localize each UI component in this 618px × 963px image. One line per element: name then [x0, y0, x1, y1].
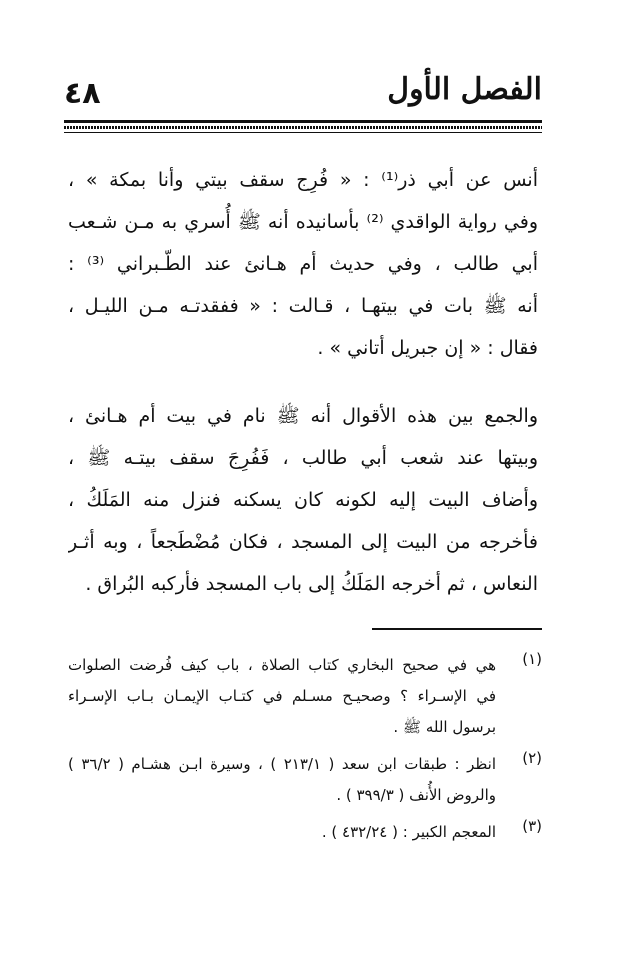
header-rule-bottom — [64, 132, 542, 133]
footnote-separator — [372, 628, 542, 630]
page-header — [64, 70, 542, 122]
text-line: وفي رواية الواقدي ⁽²⁾ بأسانيده أنه ﷺ أُسري به مـن شـعب — [68, 211, 538, 233]
footnote-line: المعجم الكبير : ( ٤٣٢/٢٤ ) . — [321, 823, 496, 841]
footnote-line: هي في صحيح البخاري كتاب الصلاة ، باب كيف فُرضت الصلوات — [68, 656, 496, 674]
footnote-number: (١) — [522, 650, 542, 668]
text-line: فأخرجه من البيت إلى المسجد ، فكان مُضْطَجعاً ، وبه أثـر — [68, 531, 538, 553]
paragraph-2 — [68, 396, 538, 616]
footnote-number: (٢) — [522, 749, 542, 767]
text-line: أنس عن أبي ذر⁽¹⁾ : « فُرِج سقف بيتي وأنا بمكة » ، — [68, 169, 538, 191]
footnote-line: انظر : طبقات ابن سعد ( ٢١٣/١ ) ، وسيرة ابـن هشـام ( ٣٦/٢ ) — [68, 755, 496, 773]
text-line: والجمع بين هذه الأقوال أنه ﷺ نام في بيت أم هـانئ ، — [68, 405, 538, 427]
footnotes — [68, 650, 542, 854]
page-number: ٤٨ — [64, 76, 101, 111]
paragraph-1 — [68, 160, 538, 370]
footnote-1 — [68, 650, 542, 743]
footnote-2 — [68, 749, 542, 811]
header-rule-top — [64, 120, 542, 123]
footnote-line: في الإسـراء ؟ وصحيـح مسـلم في كتـاب الإيمـان بـاب الإسـراء — [68, 687, 496, 705]
text-line: أنه ﷺ بات في بيتهـا ، قـالت : « ففقدتـه مـن الليـل ، — [68, 295, 538, 317]
footnote-3 — [68, 817, 542, 848]
text-line: النعاس ، ثم أخرجه المَلَكُ إلى باب المسجد فأركبه البُراق . — [85, 573, 538, 595]
chapter-title: الفصل الأول — [387, 72, 542, 107]
footnote-line: والروض الأُنف ( ٣٩٩/٣ ) . — [336, 786, 496, 804]
text-line: فقال : « إن جبريل أتاني » . — [317, 337, 538, 359]
text-line: أبي طالب ، وفي حديث أم هـانئ عند الطّـبراني ⁽³⁾ : — [68, 253, 538, 275]
footnote-number: (٣) — [522, 817, 542, 835]
text-line: وبيتها عند شعب أبي طالب ، فَفُرِجَ سقف بيتـه ﷺ ، — [68, 447, 538, 469]
text-line: وأضاف البيت إليه لكونه كان يسكنه فنزل منه المَلَكُ ، — [68, 489, 538, 511]
header-rule-pattern — [64, 126, 542, 129]
footnote-line: برسول الله ﷺ . — [393, 718, 496, 736]
